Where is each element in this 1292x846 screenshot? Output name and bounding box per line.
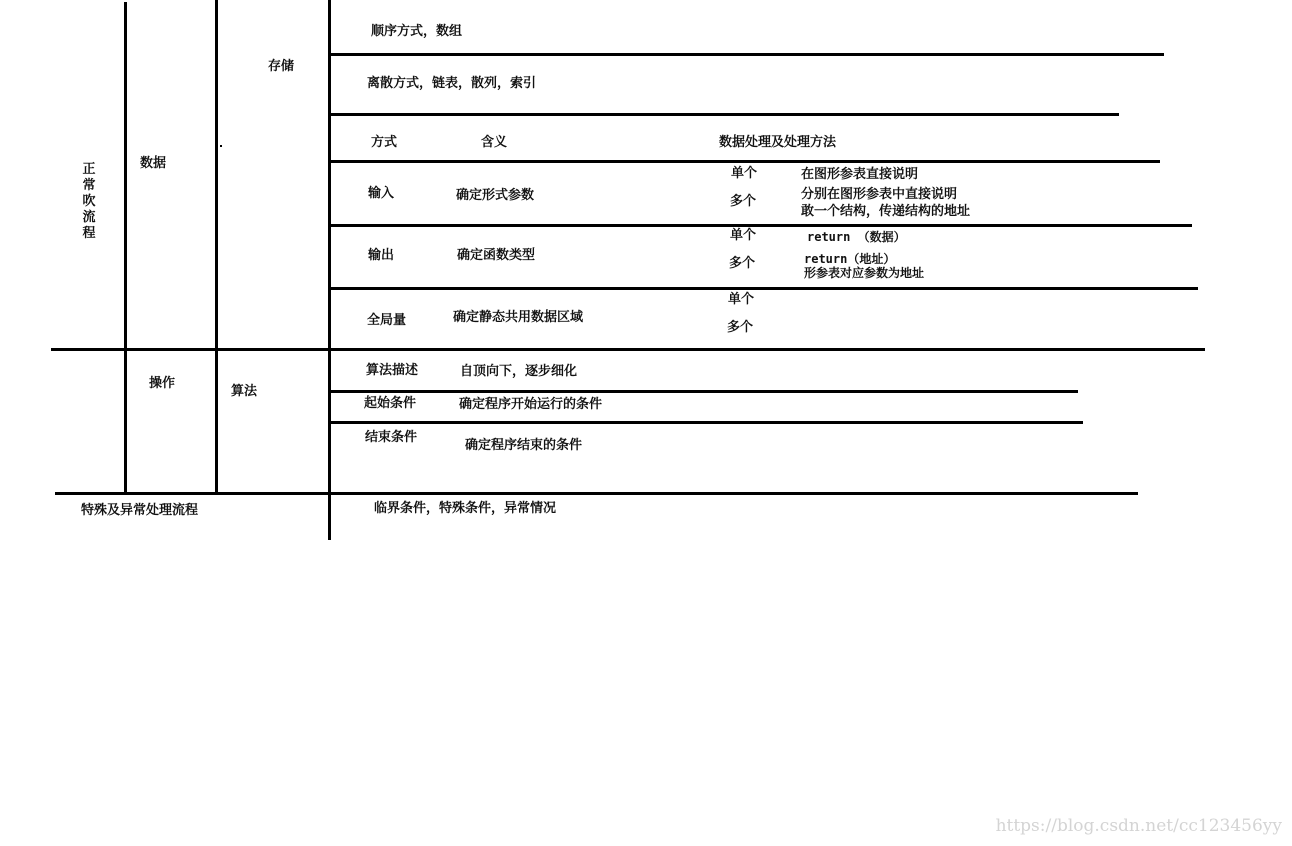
header-mode: 方式 [371, 135, 398, 150]
divider-middle [215, 0, 218, 494]
input-meaning: 确定形式参数 [456, 188, 535, 203]
algo-desc-value: 自顶向下，逐步细化 [460, 364, 578, 379]
storage-label: 存储 [268, 59, 295, 74]
algo-start-name: 起始条件 [364, 396, 417, 411]
input-single-method: 在图形参表直接说明 [801, 167, 919, 182]
special-flow-label: 特殊及异常处理流程 [81, 503, 199, 518]
hline-algo-1 [330, 390, 1078, 393]
hline-output [328, 287, 1198, 290]
operation-label: 操作 [149, 376, 176, 391]
header-method: 数据处理及处理方法 [719, 135, 837, 150]
input-single: 单个 [731, 166, 758, 181]
hline-main-divider [51, 348, 1205, 351]
storage-discrete: 离散方式，链表，散列，索引 [367, 76, 537, 91]
storage-sequential: 顺序方式，数组 [371, 24, 463, 39]
hline-special [55, 492, 1138, 495]
input-multi-method-1: 分别在图形参表中直接说明 [801, 187, 958, 202]
header-meaning: 含义 [481, 135, 508, 150]
algo-end-value: 确定程序结束的条件 [465, 438, 583, 453]
special-desc: 临界条件，特殊条件，异常情况 [374, 501, 557, 516]
output-meaning: 确定函数类型 [457, 248, 536, 263]
hline-input [330, 224, 1192, 227]
global-single: 单个 [728, 292, 755, 307]
algo-start-value: 确定程序开始运行的条件 [459, 397, 603, 412]
input-mode: 输入 [368, 186, 395, 201]
algo-end-name: 结束条件 [365, 430, 418, 445]
hline-storage-1 [330, 53, 1164, 56]
output-multi-method-2: 形参表对应参数为地址 [804, 266, 925, 280]
output-multi-method-1: return（地址） [804, 252, 896, 266]
stray-dot [220, 145, 222, 147]
algo-desc-name: 算法描述 [366, 363, 419, 378]
global-meaning: 确定静态共用数据区域 [453, 310, 584, 325]
input-multi: 多个 [730, 194, 757, 209]
hline-algo-2 [330, 421, 1083, 424]
output-single: 单个 [730, 228, 757, 243]
divider-left [124, 2, 127, 494]
algorithm-label: 算法 [231, 384, 258, 399]
global-multi: 多个 [727, 320, 754, 335]
watermark: https://blog.csdn.net/cc123456yy [995, 816, 1282, 836]
hline-header [330, 160, 1160, 163]
input-multi-method-2: 敢一个结构，传递结构的地址 [801, 204, 971, 219]
output-mode: 输出 [368, 248, 395, 263]
hline-storage-2 [330, 113, 1119, 116]
output-multi: 多个 [729, 256, 756, 271]
divider-right [328, 0, 331, 540]
output-single-method: return （数据） [807, 230, 906, 244]
normal-flow-label: 正常吹流程 [82, 162, 96, 241]
data-label: 数据 [140, 156, 167, 171]
global-mode: 全局量 [367, 313, 407, 328]
